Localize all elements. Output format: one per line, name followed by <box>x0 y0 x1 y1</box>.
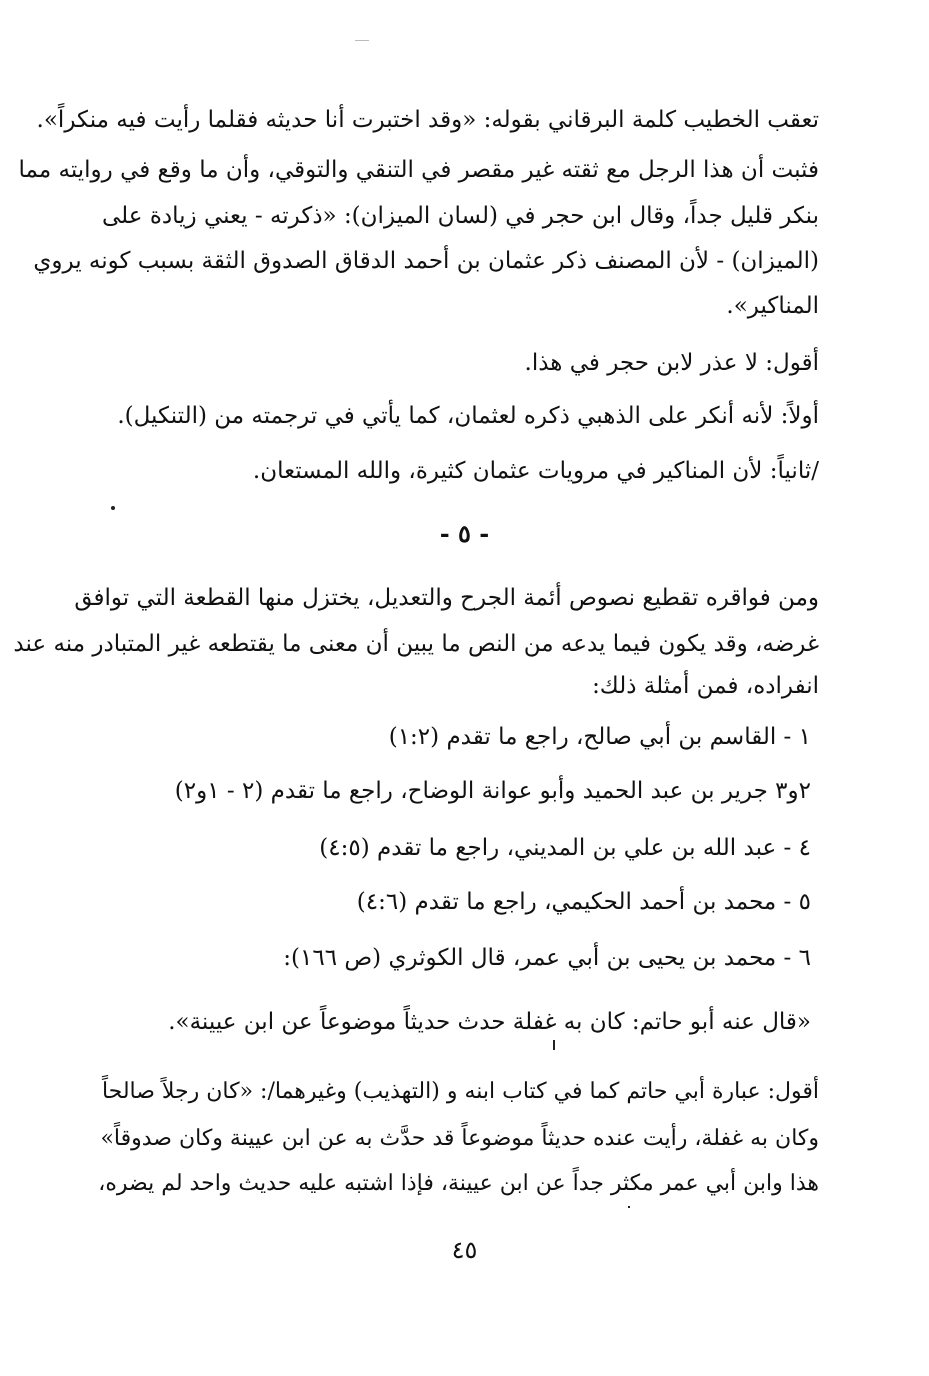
page-number: ٤٥ <box>451 1236 478 1264</box>
scan-speck <box>355 40 369 41</box>
paragraph-2-line-1: أقول: لا عذر لابن حجر في هذا. <box>524 350 819 376</box>
list-item: ١ - القاسم بن أبي صالح، راجع ما تقدم (١:٢) <box>388 724 811 750</box>
paragraph-3-line-2: غرضه، وقد يكون فيما يدعه من النص ما يبين أن معنى ما يقتطعه غير المتبادر منه عند <box>13 631 819 657</box>
paragraph-4-line-2: وكان به غفلة، رأيت عنده حديثاً موضوعاً قد حدَّث به عن ابن عيينة وكان صدوقاً» <box>100 1126 819 1151</box>
scan-speck <box>111 506 115 510</box>
paragraph-1-line-4: (الميزان) - لأن المصنف ذكر عثمان بن أحمد الدقاق الصدوق الثقة بسبب كونه يروي <box>33 248 819 274</box>
paragraph-1-line-3: بنكر قليل جداً، وقال ابن حجر في (لسان الميزان): «ذكرته - يعني زيادة على <box>102 203 819 229</box>
list-item: ٢و٣ جرير بن عبد الحميد وأبو عوانة الوضاح، راجع ما تقدم (٢ - ١و٢) <box>174 778 811 804</box>
paragraph-1-line-2: فثبت أن هذا الرجل مع ثقته غير مقصر في التنقي والتوقي، وأن ما وقع في روايته مما <box>18 157 819 183</box>
paragraph-2-line-3: /ثانياً: لأن المناكير في مرويات عثمان كثيرة، والله المستعان. <box>252 458 819 484</box>
list-item: ٥ - محمد بن أحمد الحكيمي، راجع ما تقدم (٤:٦) <box>356 889 811 915</box>
scan-speck <box>628 1206 630 1208</box>
paragraph-1-line-1: تعقب الخطيب كلمة البرقاني بقوله: «وقد اختبرت أنا حديثه فقلما رأيت فيه منكراً». <box>36 107 819 133</box>
section-number: - ٥ - <box>439 519 490 548</box>
paragraph-4-line-1: أقول: عبارة أبي حاتم كما في كتاب ابنه و (التهذيب) وغيرهما/: «كان رجلاً صالحاً <box>101 1079 819 1104</box>
paragraph-3-line-1: ومن فواقره تقطيع نصوص أئمة الجرح والتعديل، يختزل منها القطعة التي توافق <box>74 585 819 611</box>
paragraph-2-line-2: أولاً: لأنه أنكر على الذهبي ذكره لعثمان، كما يأتي في ترجمته من (التنكيل). <box>117 403 819 429</box>
paragraph-4-line-3: هذا وابن أبي عمر مكثر جداً عن ابن عيينة، فإذا اشتبه عليه حديث واحد لم يضره، <box>98 1171 819 1196</box>
list-item: ٤ - عبد الله بن علي بن المديني، راجع ما تقدم (٤:٥) <box>319 835 811 861</box>
scan-speck <box>553 1040 555 1050</box>
list-item: ٦ - محمد بن يحيى بن أبي عمر، قال الكوثري (ص ١٦٦): <box>283 945 811 971</box>
paragraph-3-line-3: انفراده، فمن أمثلة ذلك: <box>592 673 819 699</box>
paragraph-1-line-5: المناكير». <box>726 293 819 319</box>
quote-line: «قال عنه أبو حاتم: كان به غفلة حدث حديثاً موضوعاً عن ابن عيينة». <box>168 1009 811 1035</box>
